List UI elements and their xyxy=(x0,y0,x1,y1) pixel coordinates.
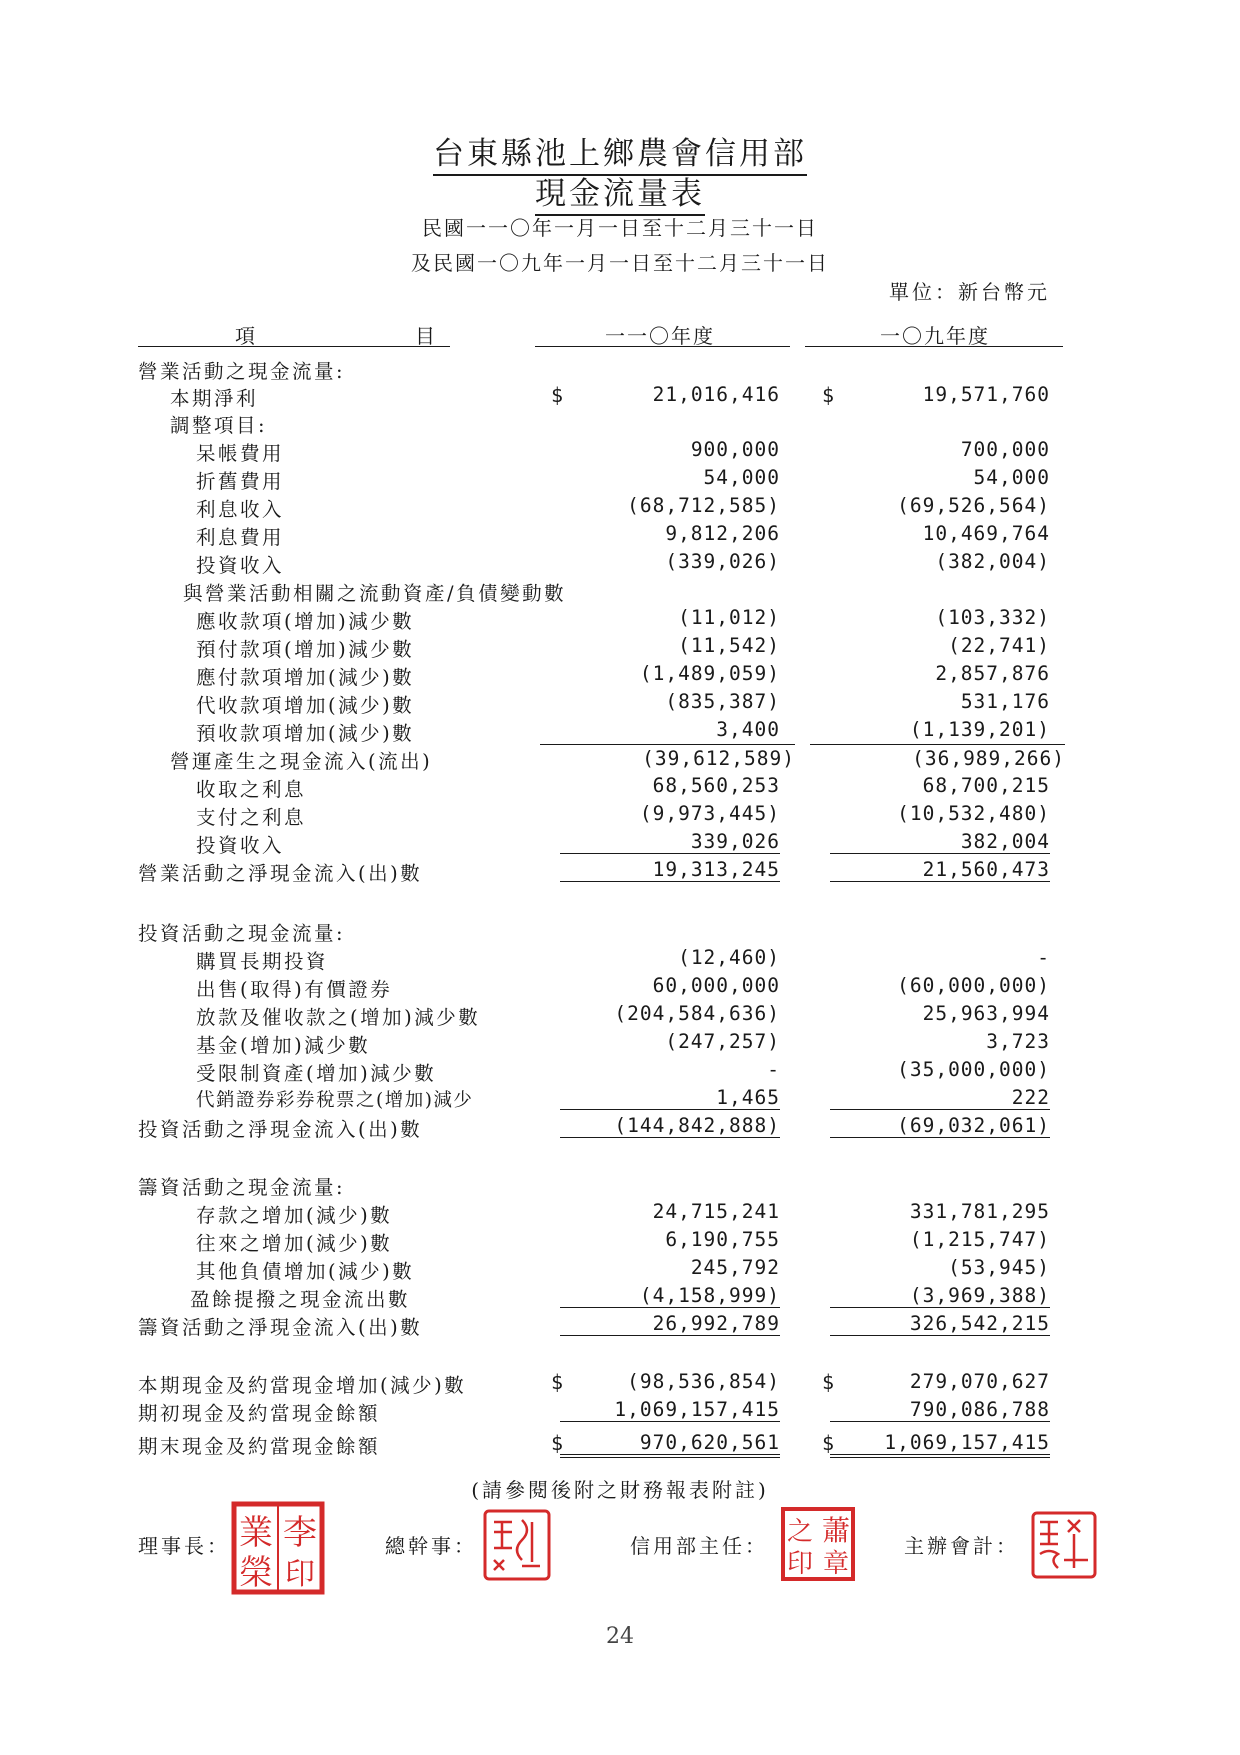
row-label: 購買長期投資 xyxy=(196,950,329,973)
column-header-item-b: 目 xyxy=(415,324,437,348)
value-109: 222 xyxy=(830,1086,1050,1110)
table-row xyxy=(0,634,1240,662)
table-row-ending-balance xyxy=(0,1431,1240,1459)
page-number: 24 xyxy=(606,1624,634,1649)
column-header-item-a: 項 xyxy=(235,324,257,348)
value-110: 1,069,157,415 xyxy=(560,1398,780,1422)
row-label: 應收款項(增加)減少數 xyxy=(196,610,415,633)
row-label: 投資收入 xyxy=(196,554,285,577)
value-110: (339,026) xyxy=(665,550,780,573)
value-110: 339,026 xyxy=(560,830,780,854)
row-label: 存款之增加(減少)數 xyxy=(196,1204,393,1227)
value-110: 19,313,245 xyxy=(560,858,780,882)
row-label: 籌資活動之淨現金流入(出)數 xyxy=(138,1316,423,1339)
row-label: 投資活動之淨現金流入(出)數 xyxy=(138,1118,423,1141)
row-label: 本期淨利 xyxy=(170,387,259,410)
year-110-header-rule xyxy=(535,346,790,347)
statement-title: 現金流量表 xyxy=(0,168,1240,213)
table-row xyxy=(0,1284,1240,1312)
item-header-rule xyxy=(138,346,450,347)
row-label: 預付款項(增加)減少數 xyxy=(196,638,415,661)
table-row xyxy=(0,1030,1240,1058)
chairman-label: 理事長： xyxy=(138,1534,230,1558)
value-110: 900,000 xyxy=(690,438,780,461)
row-label: 本期現金及約當現金增加(減少)數 xyxy=(138,1374,467,1397)
value-110: 245,792 xyxy=(690,1256,780,1279)
table-row xyxy=(0,550,1240,578)
value-110: (39,612,589) xyxy=(540,744,795,770)
table-row-net-financing xyxy=(0,1312,1240,1340)
table-row xyxy=(0,466,1240,494)
row-label: 營運產生之現金流入(流出) xyxy=(170,750,433,773)
general-manager-label: 總幹事： xyxy=(385,1534,477,1558)
svg-text:李: 李 xyxy=(283,1513,317,1553)
value-109: 700,000 xyxy=(960,438,1050,461)
table-row xyxy=(0,1172,1240,1200)
currency-symbol: $ xyxy=(822,1431,835,1455)
row-label: 折舊費用 xyxy=(196,470,285,493)
value-110: 54,000 xyxy=(703,466,780,489)
row-label: 出售(取得)有價證券 xyxy=(196,978,393,1001)
value-110: (98,536,854) xyxy=(627,1370,780,1393)
column-header-year-109: 一〇九年度 xyxy=(880,324,990,348)
table-row xyxy=(0,946,1240,974)
table-row xyxy=(0,1058,1240,1086)
row-label: 往來之增加(減少)數 xyxy=(196,1232,393,1255)
row-label: 呆帳費用 xyxy=(196,442,285,465)
value-110: (68,712,585) xyxy=(627,494,780,517)
svg-text:章: 章 xyxy=(822,1549,850,1579)
section-heading-operating: 營業活動之現金流量: xyxy=(138,360,346,383)
row-label: 代收款項增加(減少)數 xyxy=(196,694,415,717)
general-manager-seal-icon xyxy=(482,1508,552,1582)
row-label: 其他負債增加(減少)數 xyxy=(196,1260,415,1283)
value-110: 6,190,755 xyxy=(665,1228,780,1251)
svg-text:印: 印 xyxy=(285,1557,315,1592)
value-110: 60,000,000 xyxy=(652,974,780,997)
period-line-1: 民國一一〇年一月一日至十二月三十一日 xyxy=(422,216,818,240)
credit-director-seal-icon xyxy=(780,1506,856,1582)
currency-symbol: $ xyxy=(551,1370,564,1394)
table-row xyxy=(0,830,1240,858)
section-heading-financing: 籌資活動之現金流量: xyxy=(138,1176,346,1199)
row-label: 期末現金及約當現金餘額 xyxy=(138,1435,381,1458)
value-109: 10,469,764 xyxy=(922,522,1050,545)
value-110: (11,012) xyxy=(678,606,780,629)
table-row xyxy=(0,774,1240,802)
table-row-net-investing xyxy=(0,1114,1240,1142)
currency-symbol: $ xyxy=(551,383,564,407)
value-110: (11,542) xyxy=(678,634,780,657)
chief-accountant-label: 主辦會計： xyxy=(904,1534,1019,1558)
notes-reference: (請參閱後附之財務報表附註) xyxy=(471,1478,769,1502)
value-109: 790,086,788 xyxy=(830,1398,1050,1422)
value-109: - xyxy=(1037,946,1050,969)
period-line-2: 及民國一〇九年一月一日至十二月三十一日 xyxy=(411,251,829,275)
currency-symbol: $ xyxy=(551,1431,564,1455)
value-110: 970,620,561 xyxy=(560,1431,780,1458)
value-109: 331,781,295 xyxy=(909,1200,1050,1223)
value-109: (3,969,388) xyxy=(830,1284,1050,1308)
value-109: 3,723 xyxy=(986,1030,1050,1053)
value-110: 1,465 xyxy=(560,1086,780,1110)
value-109: (10,532,480) xyxy=(897,802,1050,825)
value-109: 531,176 xyxy=(960,690,1050,713)
value-109: (1,139,201) xyxy=(909,718,1050,741)
currency-symbol: $ xyxy=(822,1370,835,1394)
value-109: 1,069,157,415 xyxy=(830,1431,1050,1458)
unit-label: 單位：新台幣元 xyxy=(889,280,1050,304)
table-row xyxy=(0,578,1240,606)
value-109: (22,741) xyxy=(948,634,1050,657)
svg-text:業: 業 xyxy=(239,1513,273,1553)
table-row xyxy=(0,494,1240,522)
row-label: 利息費用 xyxy=(196,526,285,549)
svg-text:之: 之 xyxy=(786,1517,814,1547)
row-label: 營業活動之淨現金流入(出)數 xyxy=(138,862,423,885)
value-109: 21,560,473 xyxy=(830,858,1050,882)
chief-accountant-seal-icon xyxy=(1030,1510,1098,1580)
value-110: (4,158,999) xyxy=(560,1284,780,1308)
row-label: 基金(增加)減少數 xyxy=(196,1034,371,1057)
value-109: (382,004) xyxy=(935,550,1050,573)
institution-title: 台東縣池上鄉農會信用部 xyxy=(0,128,1240,173)
row-label: 代銷證券彩券稅票之(增加)減少 xyxy=(196,1090,474,1111)
row-label: 放款及催收款之(增加)減少數 xyxy=(196,1006,481,1029)
table-row xyxy=(0,356,1240,384)
table-row-beginning-balance xyxy=(0,1398,1240,1426)
value-110: 24,715,241 xyxy=(652,1200,780,1223)
table-row xyxy=(0,974,1240,1002)
svg-text:榮: 榮 xyxy=(239,1553,273,1593)
table-row-net-change xyxy=(0,1370,1240,1398)
value-110: (144,842,888) xyxy=(560,1114,780,1138)
table-row xyxy=(0,1002,1240,1030)
row-label: 預收款項增加(減少)數 xyxy=(196,722,415,745)
value-109: (103,332) xyxy=(935,606,1050,629)
value-109: (35,000,000) xyxy=(897,1058,1050,1081)
row-label: 應付款項增加(減少)數 xyxy=(196,666,415,689)
value-110: 21,016,416 xyxy=(652,383,780,406)
table-row xyxy=(0,410,1240,438)
value-109: 68,700,215 xyxy=(922,774,1050,797)
row-label: 利息收入 xyxy=(196,498,285,521)
svg-text:印: 印 xyxy=(786,1549,814,1579)
value-109: (60,000,000) xyxy=(897,974,1050,997)
year-109-header-rule xyxy=(805,346,1063,347)
row-label: 投資收入 xyxy=(196,834,285,857)
table-row xyxy=(0,1200,1240,1228)
section-heading-investing: 投資活動之現金流量: xyxy=(138,922,346,945)
table-row xyxy=(0,606,1240,634)
currency-symbol: $ xyxy=(822,383,835,407)
table-row xyxy=(0,438,1240,466)
table-row xyxy=(0,1086,1240,1114)
chairman-seal-icon xyxy=(230,1500,326,1596)
value-109: 19,571,760 xyxy=(922,383,1050,406)
value-110: (9,973,445) xyxy=(639,802,780,825)
value-109: (1,215,747) xyxy=(909,1228,1050,1251)
table-row xyxy=(0,1228,1240,1256)
value-109: (53,945) xyxy=(948,1256,1050,1279)
column-header-year-110: 一一〇年度 xyxy=(605,324,715,348)
table-row xyxy=(0,1256,1240,1284)
value-109: 382,004 xyxy=(830,830,1050,854)
value-110: (835,387) xyxy=(665,690,780,713)
row-label: 調整項目: xyxy=(170,414,268,437)
table-row-net-operating xyxy=(0,858,1240,886)
row-label: 期初現金及約當現金餘額 xyxy=(138,1402,381,1425)
credit-director-label: 信用部主任： xyxy=(630,1534,768,1558)
value-109: 25,963,994 xyxy=(922,1002,1050,1025)
svg-text:蕭: 蕭 xyxy=(821,1514,851,1547)
table-row xyxy=(0,522,1240,550)
value-110: (12,460) xyxy=(678,946,780,969)
value-109: (36,989,266) xyxy=(810,744,1065,770)
table-row xyxy=(0,690,1240,718)
value-109: 326,542,215 xyxy=(830,1312,1050,1336)
row-label: 盈餘提撥之現金流出數 xyxy=(190,1288,411,1311)
table-row xyxy=(0,918,1240,946)
value-110: (1,489,059) xyxy=(639,662,780,685)
row-label: 支付之利息 xyxy=(196,806,307,829)
value-110: 68,560,253 xyxy=(652,774,780,797)
value-110: - xyxy=(767,1058,780,1081)
table-row xyxy=(0,662,1240,690)
value-110: 9,812,206 xyxy=(665,522,780,545)
value-110: 26,992,789 xyxy=(560,1312,780,1336)
row-label: 與營業活動相關之流動資產/負債變動數 xyxy=(183,582,567,605)
table-row xyxy=(0,718,1240,746)
row-label: 受限制資產(增加)減少數 xyxy=(196,1062,437,1085)
value-110: 3,400 xyxy=(716,718,780,741)
value-109: 54,000 xyxy=(973,466,1050,489)
table-row xyxy=(0,802,1240,830)
table-row xyxy=(0,383,1240,411)
value-110: (204,584,636) xyxy=(614,1002,780,1025)
row-label: 收取之利息 xyxy=(196,778,307,801)
table-row-subtotal xyxy=(0,746,1240,774)
value-109: (69,526,564) xyxy=(897,494,1050,517)
value-109: (69,032,061) xyxy=(830,1114,1050,1138)
value-110: (247,257) xyxy=(665,1030,780,1053)
value-109: 2,857,876 xyxy=(935,662,1050,685)
value-109: 279,070,627 xyxy=(909,1370,1050,1393)
